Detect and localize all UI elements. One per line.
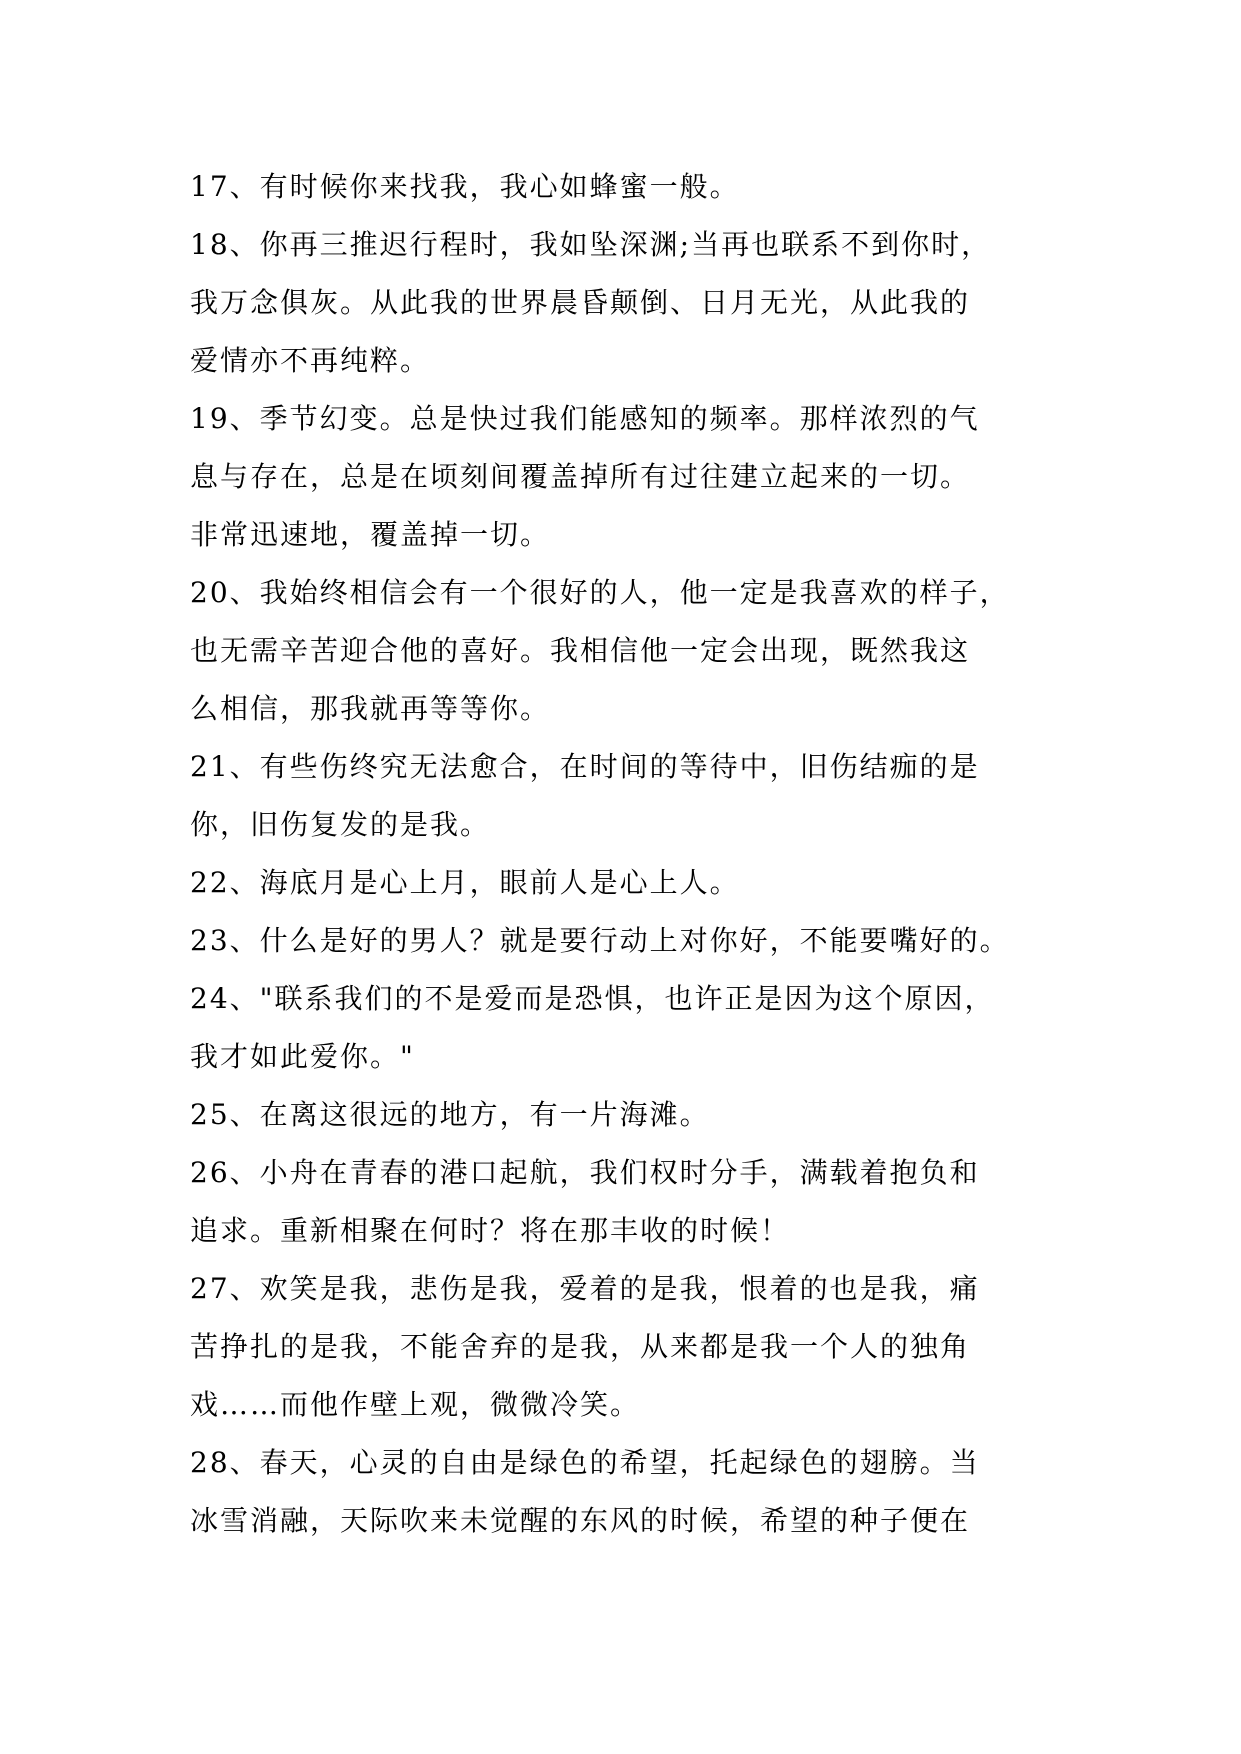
text-line: 息与存在，总是在顷刻间覆盖掉所有过往建立起来的一切。 (190, 460, 971, 493)
text-line: 17、有时候你来找我，我心如蜂蜜一般。 (190, 170, 740, 203)
text-line: 我万念俱灰。从此我的世界晨昏颠倒、日月无光，从此我的 (190, 286, 971, 319)
text-line: 18、你再三推迟行程时，我如坠深渊;当再也联系不到你时， (190, 228, 992, 261)
text-line: 28、春天，心灵的自由是绿色的希望，托起绿色的翅膀。当 (190, 1446, 980, 1479)
text-line: 非常迅速地，覆盖掉一切。 (190, 518, 551, 551)
text-line: 追求。重新相聚在何时？将在那丰收的时候！ (190, 1214, 791, 1247)
text-line: 20、我始终相信会有一个很好的人，他一定是我喜欢的样子， (190, 576, 1010, 609)
text-line: 么相信，那我就再等等你。 (190, 692, 551, 725)
text-line: 爱情亦不再纯粹。 (190, 344, 431, 377)
text-line: 苦挣扎的是我，不能舍弃的是我，从来都是我一个人的独角 (190, 1330, 971, 1363)
text-line: 也无需辛苦迎合他的喜好。我相信他一定会出现，既然我这 (190, 634, 971, 667)
text-line: 你，旧伤复发的是我。 (190, 808, 491, 841)
text-line: 冰雪消融，天际吹来未觉醒的东风的时候，希望的种子便在 (190, 1504, 971, 1537)
text-line: 25、在离这很远的地方，有一片海滩。 (190, 1098, 710, 1131)
text-line: 戏……而他作壁上观，微微冷笑。 (190, 1388, 641, 1421)
text-line: 我才如此爱你。" (190, 1040, 415, 1073)
text-line: 24、"联系我们的不是爱而是恐惧，也许正是因为这个原因， (190, 982, 995, 1015)
text-line: 19、季节幻变。总是快过我们能感知的频率。那样浓烈的气 (190, 402, 980, 435)
text-line: 27、欢笑是我，悲伤是我，爱着的是我，恨着的也是我，痛 (190, 1272, 980, 1305)
text-line: 22、海底月是心上月，眼前人是心上人。 (190, 866, 740, 899)
document-body (190, 158, 1070, 1550)
text-line: 21、有些伤终究无法愈合，在时间的等待中，旧伤结痂的是 (190, 750, 980, 783)
text-line: 26、小舟在青春的港口起航，我们权时分手，满载着抱负和 (190, 1156, 980, 1189)
text-line: 23、什么是好的男人？就是要行动上对你好，不能要嘴好的。 (190, 924, 1010, 957)
